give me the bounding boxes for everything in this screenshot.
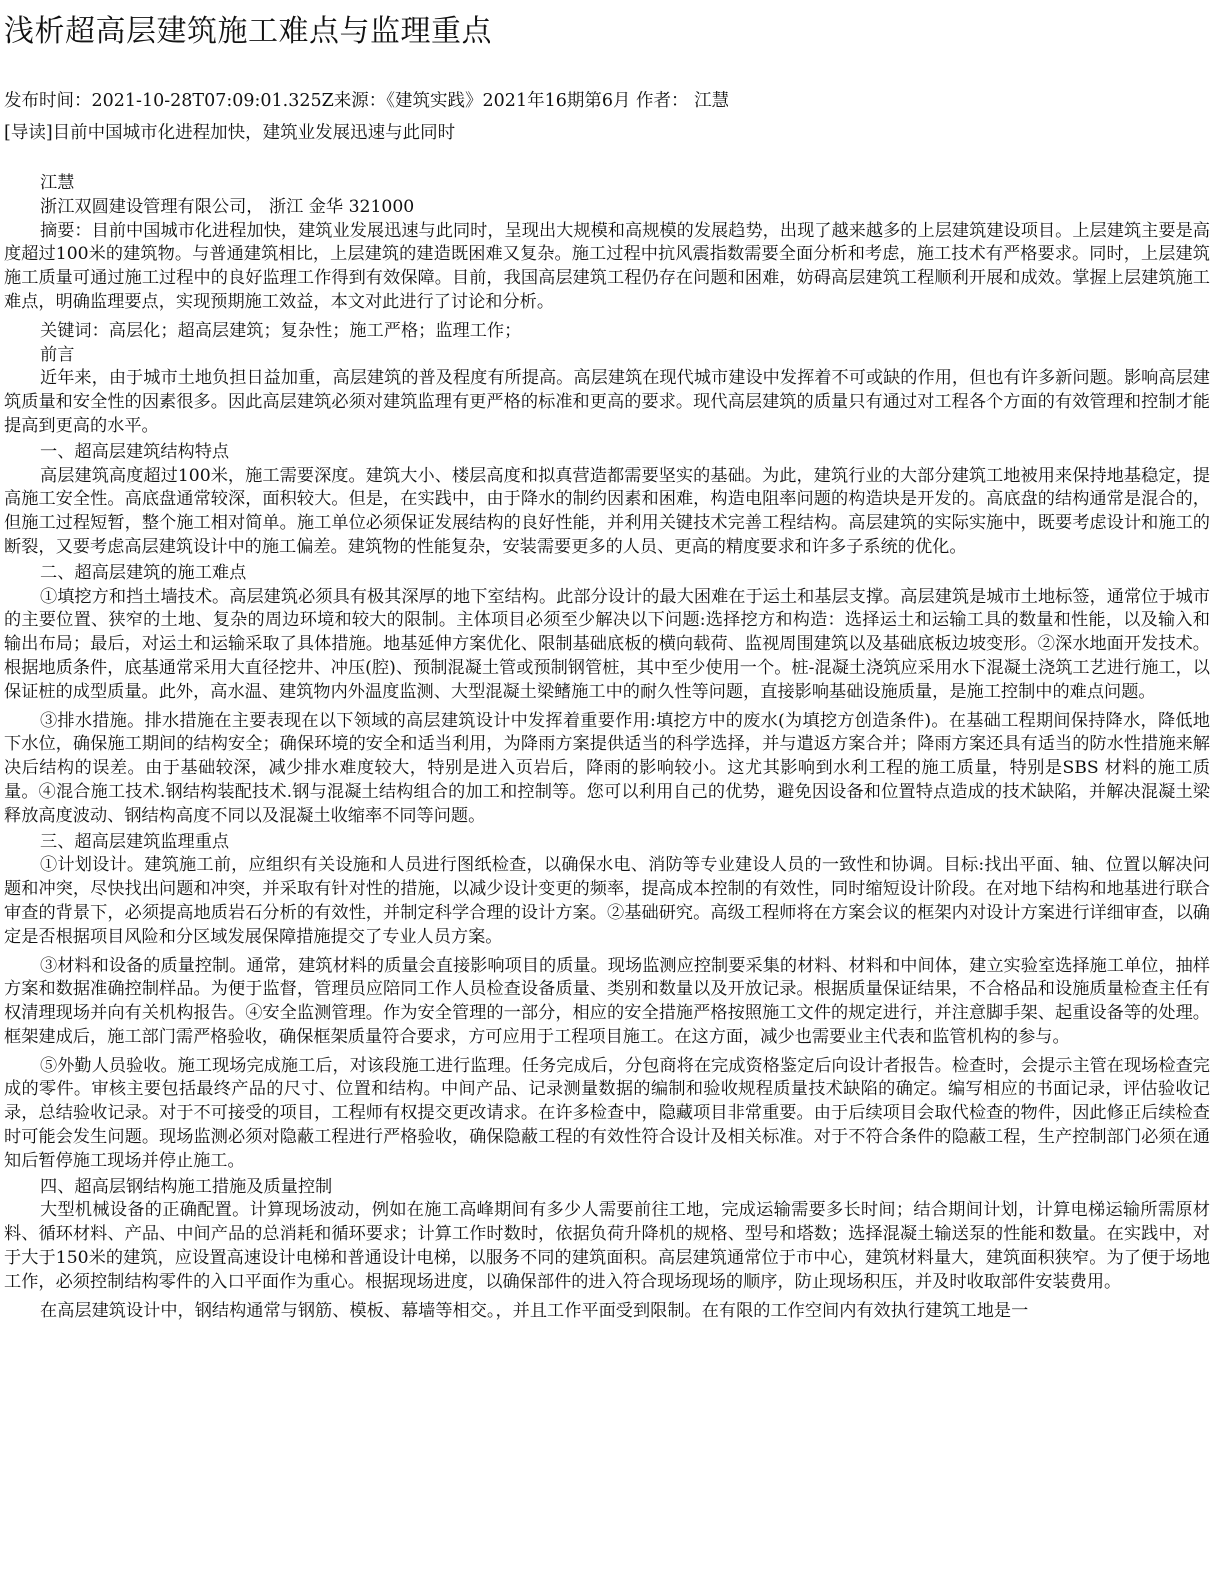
section-heading-4: 四、超高层钢结构施工措施及质量控制: [40, 1176, 333, 1197]
section-heading-2: 二、超高层建筑的施工难点: [40, 562, 247, 583]
body-paragraph: ③排水措施。排水措施在主要表现在以下领域的高层建筑设计中发挥着重要作用:填挖方中的废水(为填挖方创造条件)。在基础工程期间保持降水，降低地下水位，确保施工期间的结构安全；确保环境的安全和适当利用，为降雨方案提供适当的科学选择，并与遣返方案合并；降雨方案还具有适当的防水性措施来解决后结构的误差。由于基础较深，减少排水难度较大，特别是进入页岩后，降雨的影响较小。这尤其影响到水利工程的施工质量，特别是SBS 材料的施工质量。④混合施工技术.钢结构装配技术.钢与混凝土结构组合的加工和控制等。您可以利用自己的优势，避免因设备和位置特点造成的技术缺陷，并解决混凝土梁释放高度波动、钢结构高度不同以及混凝土收缩率不同等问题。: [4, 710, 1210, 826]
body-paragraph: 在高层建筑设计中，钢结构通常与钢筋、模板、幕墙等相交。，并且工作平面受到限制。在有限的工作空间内有效执行建筑工地是一: [40, 1300, 1029, 1321]
body-paragraph: ③材料和设备的质量控制。通常，建筑材料的质量会直接影响项目的质量。现场监测应控制要采集的材料、材料和中间体，建立实验室选择施工单位，抽样方案和数据准确控制样品。为便于监督，管理员应陪同工作人员检查设备质量、类别和数量以及开放记录。根据质量保证结果，不合格品和设施质量检查主任有权清理现场并向有关机构报告。④安全监测管理。作为安全管理的一部分，相应的安全措施严格按照施工文件的规定进行，并注意脚手架、起重设备等的处理。框架建成后，施工部门需严格验收，确保框架质量符合要求，方可应用于工程项目施工。在这方面，减少也需要业主代表和监管机构的参与。: [4, 955, 1210, 1047]
author-name: 江慧: [40, 173, 75, 193]
keywords-paragraph: 关键词：高层化；超高层建筑；复杂性；施工严格；监理工作；: [40, 320, 522, 341]
article-lead: [导读]目前中国城市化进程加快，建筑业发展迅速与此同时: [4, 123, 456, 143]
abstract-paragraph: 摘要：目前中国城市化进程加快，建筑业发展迅速与此同时，呈现出大规模和高规模的发展趋势，出现了越来越多的上层建筑建设项目。上层建筑主要是高度超过100米的建筑物。与普通建筑相比，上层建筑的建造既困难又复杂。施工过程中抗风震指数需要全面分析和考虑，施工技术有严格要求。同时，上层建筑施工质量可通过施工过程中的良好监理工作得到有效保障。目前，我国高层建筑工程仍存在问题和困难，妨碍高层建筑工程顺利开展和成效。掌握上层建筑施工难点，明确监理要点，实现预期施工效益，本文对此进行了讨论和分析。: [4, 220, 1210, 312]
section-heading-3: 三、超高层建筑监理重点: [40, 831, 230, 852]
body-paragraph: ①计划设计。建筑施工前，应组织有关设施和人员进行图纸检查，以确保水电、消防等专业建设人员的一致性和协调。目标:找出平面、轴、位置以解决问题和冲突，尽快找出问题和冲突，并采取有针对性的措施，以减少设计变更的频率，提高成本控制的有效性，同时缩短设计阶段。在对地下结构和地基进行联合审查的背景下，必须提高地质岩石分析的有效性，并制定科学合理的设计方案。②基础研究。高级工程师将在方案会议的框架内对设计方案进行详细审查，以确定是否根据项目风险和分区域发展保障措施提交了专业人员方案。: [4, 855, 1210, 947]
article-title: 浅析超高层建筑施工难点与监理重点: [4, 14, 492, 49]
author-affiliation: 浙江双圆建设管理有限公司， 浙江 金华 321000: [40, 196, 415, 217]
body-paragraph: 近年来，由于城市土地负担日益加重，高层建筑的普及程度有所提高。高层建筑在现代城市建设中发挥着不可或缺的作用，但也有许多新问题。影响高层建筑质量和安全性的因素很多。因此高层建筑必须对建筑监理有更严格的标准和更高的要求。现代高层建筑的质量只有通过对工程各个方面的有效管理和控制才能提高到更高的水平。: [4, 368, 1210, 436]
body-paragraph: 高层建筑高度超过100米，施工需要深度。建筑大小、楼层高度和拟真营造都需要坚实的基础。为此，建筑行业的大部分建筑工地被用来保持地基稳定，提高施工安全性。高底盘通常较深，面积较大。但是，在实践中，由于降水的制约因素和困难，构造电阻率问题的构造块是开发的。高底盘的结构通常是混合的，但施工过程短暂，整个施工相对简单。施工单位必须保证发展结构的良好性能，并利用关键技术完善工程结构。高层建筑的实际实施中，既要考虑设计和施工的断裂，又要考虑高层建筑设计中的施工偏差。建筑物的性能复杂，安装需要更多的人员、更高的精度要求和许多子系统的优化。: [4, 465, 1210, 557]
article-meta: 发布时间：2021-10-28T07:09:01.325Z来源：《建筑实践》2021年16期第6月 作者： 江慧: [4, 91, 730, 111]
section-heading-preface: 前言: [40, 344, 75, 365]
body-paragraph: ⑤外勤人员验收。施工现场完成施工后，对该段施工进行监理。任务完成后，分包商将在完成资格鉴定后向设计者报告。检查时，会提示主管在现场检查完成的零件。审核主要包括最终产品的尺寸、位置和结构。中间产品、记录测量数据的编制和验收规程质量技术缺陷的确定。编写相应的书面记录，评估验收记录，总结验收记录。对于不可接受的项目，工程师有权提交更改请求。在许多检查中，隐藏项目非常重要。由于后续项目会取代检查的物件，因此修正后续检查时可能会发生问题。现场监测必须对隐蔽工程进行严格验收，确保隐蔽工程的有效性符合设计及相关标准。对于不符合条件的隐蔽工程，生产控制部门必须在通知后暂停施工现场并停止施工。: [4, 1055, 1210, 1171]
article-body: [4, 172, 1210, 1323]
body-paragraph: 大型机械设备的正确配置。计算现场波动，例如在施工高峰期间有多少人需要前往工地，完成运输需要多长时间；结合期间计划，计算电梯运输所需原材料、循环材料、产品、中间产品的总消耗和循环要求；计算工作时数时，依据负荷升降机的规格、型号和塔数；选择混凝土输送泵的性能和数量。在实践中，对于大于150米的建筑，应设置高速设计电梯和普通设计电梯，以服务不同的建筑面积。高层建筑通常位于市中心，建筑材料量大，建筑面积狭窄。为了便于场地工作，必须控制结构零件的入口平面作为重心。根据现场进度，以确保部件的进入符合现场现场的顺序，防止现场积压，并及时收取部件安装费用。: [4, 1200, 1210, 1292]
section-heading-1: 一、超高层建筑结构特点: [40, 441, 230, 462]
body-paragraph: ①填挖方和挡土墙技术。高层建筑必须具有极其深厚的地下室结构。此部分设计的最大困难在于运土和基层支撑。高层建筑是城市土地标签，通常位于城市的主要位置、狭窄的土地、复杂的周边环境和较大的限制。主体项目必须至少解决以下问题:选择挖方和构造：选择运土和运输工具的数量和性能，以及输入和输出布局；最后，对运土和运输采取了具体措施。地基延伸方案优化、限制基础底板的横向载荷、监视周围建筑以及基础底板边坡变形。②深水地面开发技术。根据地质条件，底基通常采用大直径挖井、冲压(腔)、预制混凝土管或预制钢管桩，其中至少使用一个。桩-混凝土浇筑应采用水下混凝土浇筑工艺进行施工，以保证桩的成型质量。此外，高水温、建筑物内外温度监测、大型混凝土梁鳍施工中的耐久性等问题，直接影响基础设施质量，是施工控制中的难点问题。: [4, 586, 1210, 702]
